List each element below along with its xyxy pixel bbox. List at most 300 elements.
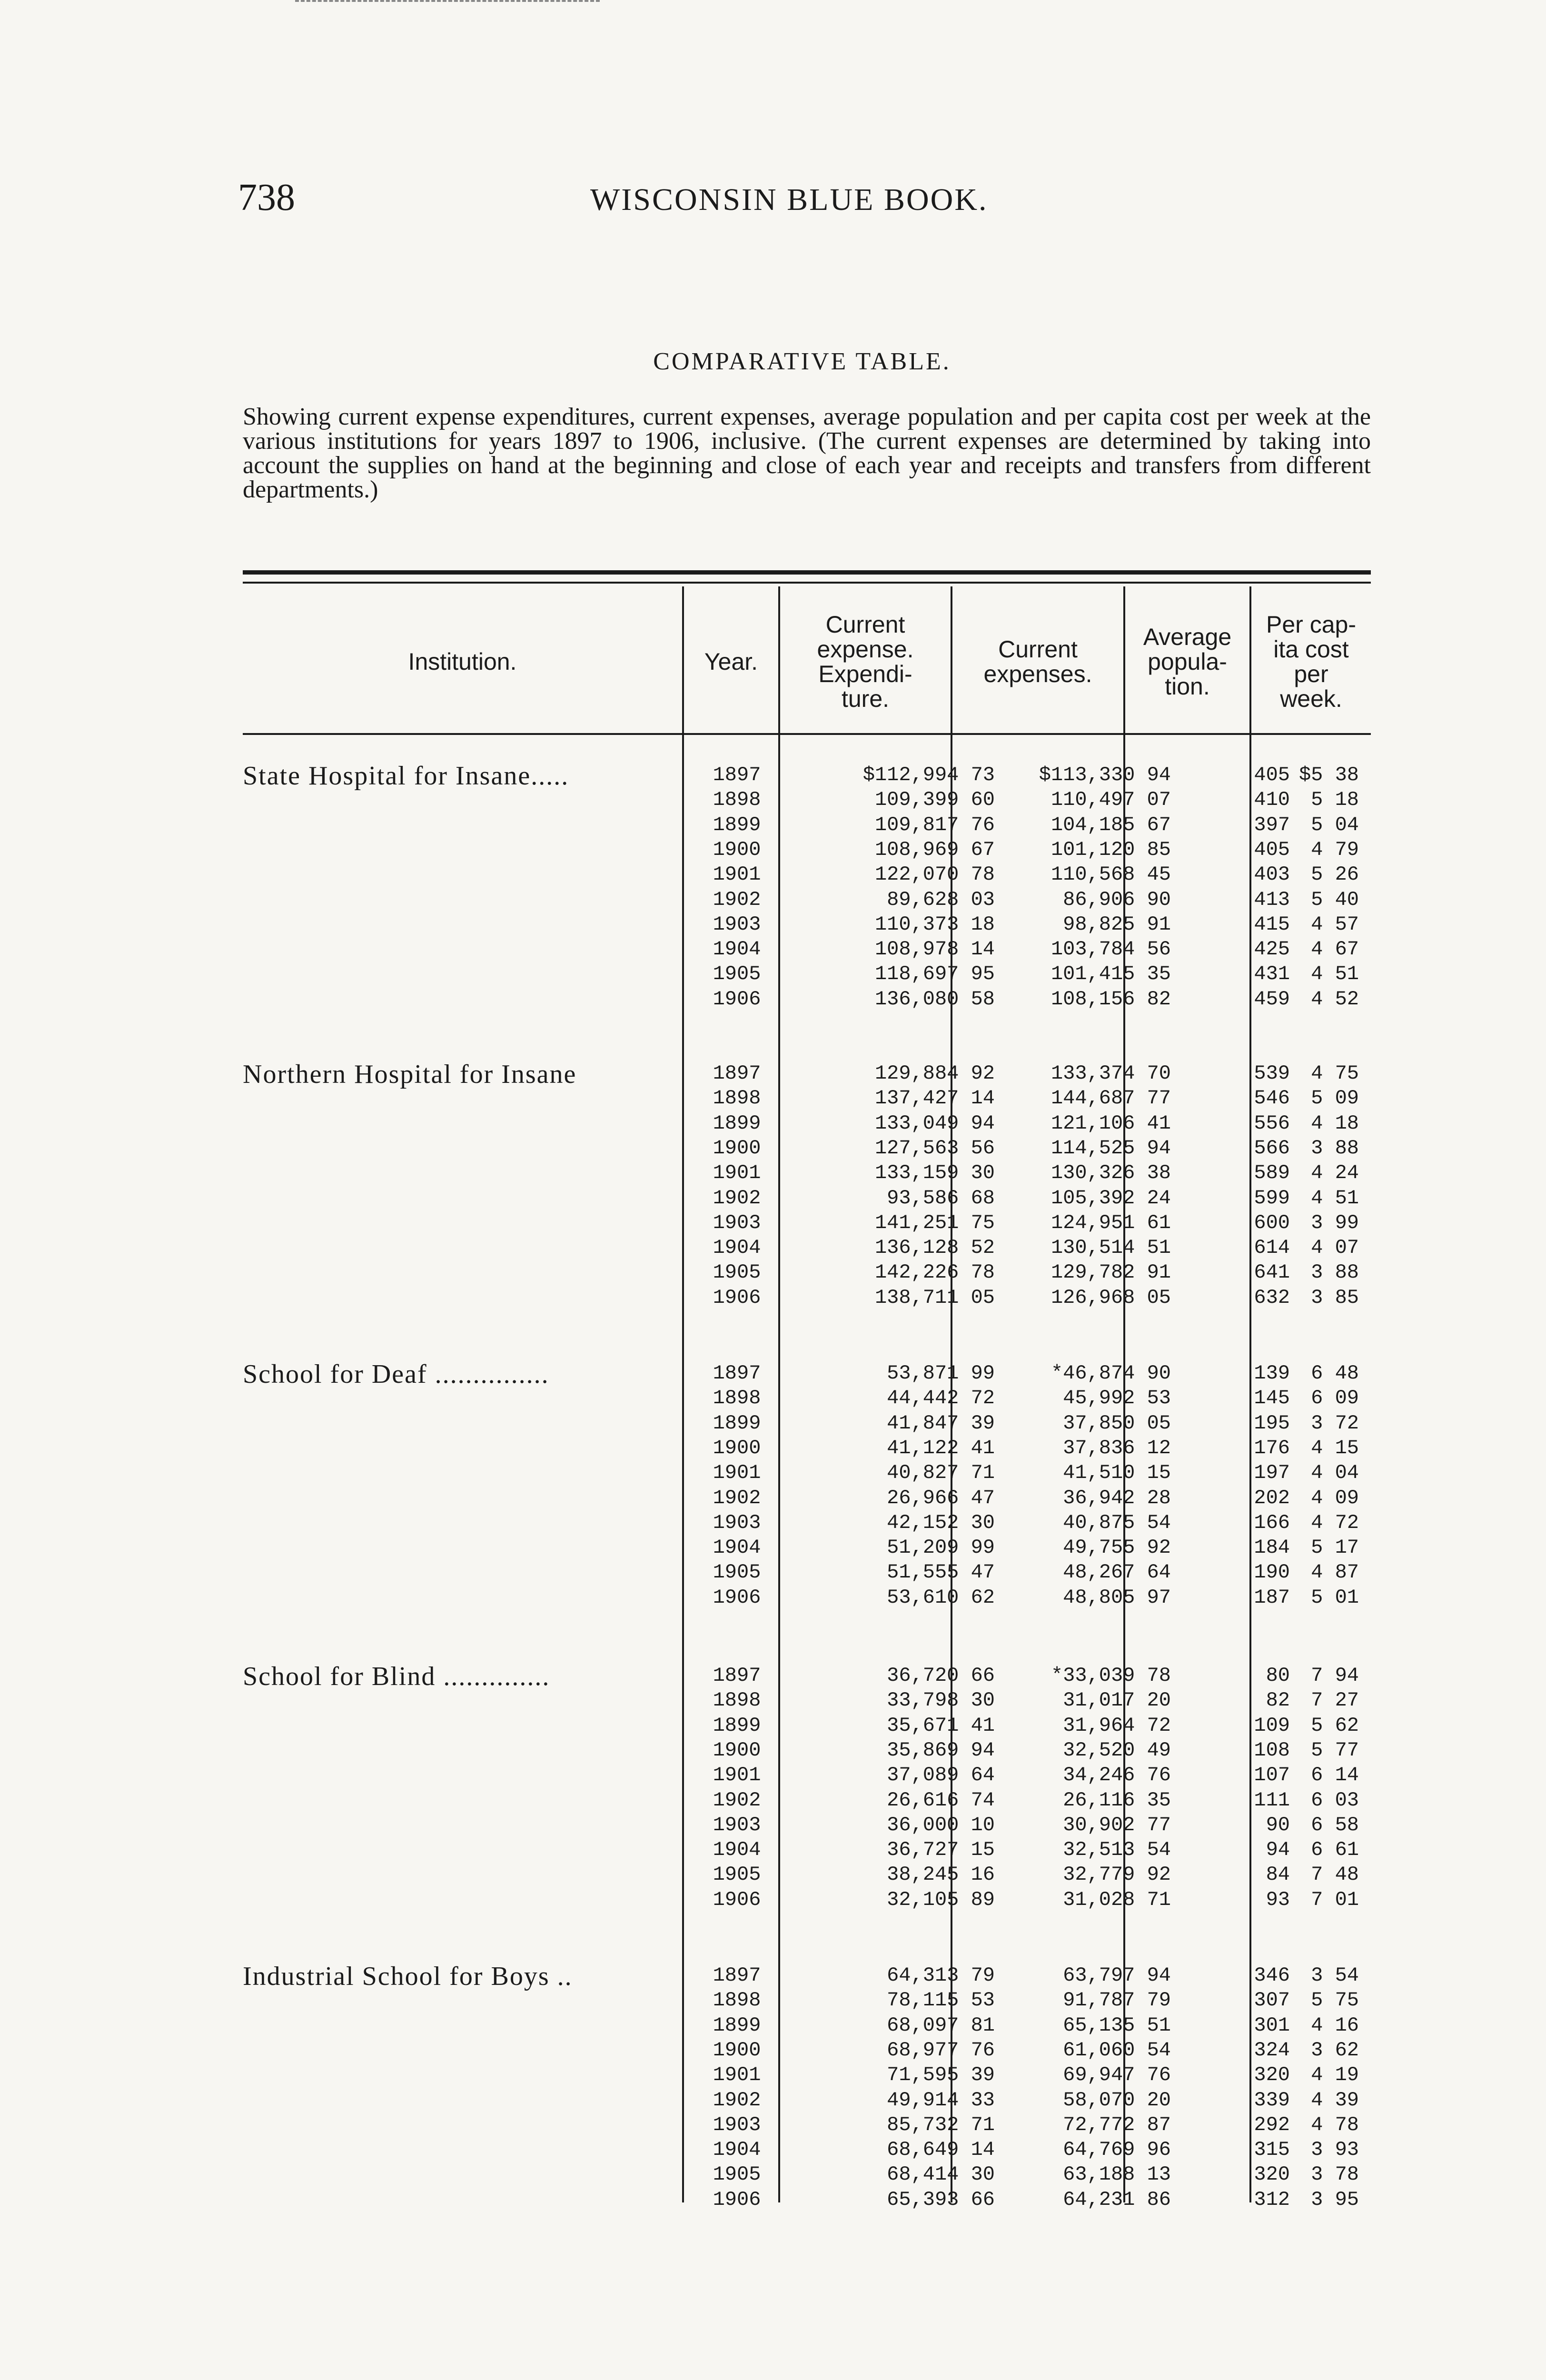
cell-current-expenses: 32,779 92	[1063, 1863, 1171, 1886]
cell-current-expenses: 31,017 20	[1063, 1689, 1171, 1712]
cell-population: 339	[1254, 2088, 1290, 2112]
cell-population: 546	[1254, 1087, 1290, 1110]
cell-per-capita: 6 48	[1311, 1362, 1359, 1385]
cell-expenditure: $112,994 73	[862, 764, 995, 786]
cell-population: 566	[1254, 1136, 1290, 1160]
cell-population: 190	[1254, 1561, 1290, 1584]
cell-per-capita: 5 77	[1311, 1738, 1359, 1762]
table-row	[243, 938, 1371, 962]
cell-per-capita: 4 04	[1311, 1461, 1359, 1485]
cell-per-capita: 6 61	[1311, 1838, 1359, 1862]
cell-current-expenses: 101,415 35	[1050, 962, 1171, 986]
cell-current-expenses: 41,510 15	[1063, 1461, 1171, 1485]
cell-current-expenses: 64,231 86	[1063, 2188, 1171, 2211]
table-row	[243, 1789, 1371, 1814]
cell-current-expenses: 58,070 20	[1063, 2088, 1171, 2112]
cell-year: 1897	[713, 764, 761, 786]
table-row	[243, 888, 1371, 913]
table-row	[243, 1989, 1371, 2013]
cell-current-expenses: 61,060 54	[1063, 2038, 1171, 2062]
cell-expenditure: 68,414 30	[887, 2163, 995, 2186]
cell-per-capita: 6 58	[1311, 1813, 1359, 1836]
cell-current-expenses: 103,784 56	[1050, 938, 1171, 961]
cell-year: 1901	[713, 1461, 761, 1485]
table-row	[243, 1211, 1371, 1236]
cell-year: 1904	[713, 1536, 761, 1559]
cell-current-expenses: 129,782 91	[1050, 1261, 1171, 1284]
cell-year: 1898	[713, 1689, 761, 1712]
cell-per-capita: 4 19	[1311, 2063, 1359, 2087]
cell-year: 1898	[713, 1387, 761, 1410]
cell-expenditure: 36,720 66	[887, 1664, 995, 1687]
cell-expenditure: 108,969 67	[874, 838, 995, 861]
cell-population: 292	[1254, 2113, 1290, 2136]
cell-expenditure: 127,563 56	[874, 1136, 995, 1160]
cell-current-expenses: 63,188 13	[1063, 2163, 1171, 2186]
cell-year: 1903	[713, 1813, 761, 1836]
cell-year: 1906	[713, 1586, 761, 1609]
cell-current-expenses: 32,520 49	[1063, 1738, 1171, 1762]
cell-year: 1897	[713, 1964, 761, 1987]
cell-year: 1898	[713, 788, 761, 812]
cell-per-capita: 4 09	[1311, 1486, 1359, 1509]
cell-year: 1906	[713, 987, 761, 1011]
cell-year: 1905	[713, 1863, 761, 1886]
page-number: 738	[238, 177, 295, 218]
cell-expenditure: 68,649 14	[887, 2138, 995, 2162]
table-row	[243, 1062, 1371, 1087]
cell-expenditure: 37,089 64	[887, 1764, 995, 1787]
cell-population: 145	[1254, 1387, 1290, 1410]
cell-expenditure: 65,393 66	[887, 2188, 995, 2211]
cell-expenditure: 36,727 15	[887, 1838, 995, 1862]
cell-year: 1897	[713, 1664, 761, 1687]
cell-year: 1903	[713, 2113, 761, 2136]
cell-population: 84	[1266, 1863, 1290, 1886]
table-row	[243, 1437, 1371, 1461]
cell-current-expenses: *46,874 90	[1050, 1362, 1171, 1385]
cell-current-expenses: 114,525 94	[1050, 1136, 1171, 1160]
cell-population: 202	[1254, 1486, 1290, 1509]
cell-current-expenses: 40,875 54	[1063, 1511, 1171, 1534]
cell-per-capita: 3 88	[1311, 1136, 1359, 1160]
table-row	[243, 1087, 1371, 1111]
cell-year: 1902	[713, 1186, 761, 1210]
column-header-population: Average popula- tion.	[1143, 624, 1232, 700]
cell-per-capita: 4 16	[1311, 2013, 1359, 2037]
table-row	[243, 1561, 1371, 1586]
cell-per-capita: 4 15	[1311, 1436, 1359, 1459]
cell-population: 403	[1254, 863, 1290, 886]
cell-year: 1906	[713, 1286, 761, 1309]
table-row	[243, 1387, 1371, 1411]
cell-year: 1901	[713, 863, 761, 886]
cell-population: 324	[1254, 2038, 1290, 2062]
cell-year: 1897	[713, 1362, 761, 1385]
table-row	[243, 1888, 1371, 1913]
cell-per-capita: 3 78	[1311, 2163, 1359, 2186]
scan-edge-marks	[295, 0, 600, 6]
cell-per-capita: 6 14	[1311, 1764, 1359, 1787]
cell-expenditure: 44,442 72	[887, 1387, 995, 1410]
cell-population: 94	[1266, 1838, 1290, 1862]
table-row	[243, 788, 1371, 813]
cell-current-expenses: 121,106 41	[1050, 1111, 1171, 1135]
cell-population: 139	[1254, 1362, 1290, 1385]
table-row	[243, 2163, 1371, 2188]
table-row	[243, 1714, 1371, 1739]
table-row	[243, 1511, 1371, 1536]
cell-population: 556	[1254, 1111, 1290, 1135]
running-head	[238, 176, 1276, 228]
cell-per-capita: 5 18	[1311, 788, 1359, 812]
cell-current-expenses: 37,850 05	[1063, 1411, 1171, 1435]
table-row	[243, 863, 1371, 888]
cell-population: 405	[1254, 764, 1290, 786]
table-row	[243, 2039, 1371, 2063]
cell-expenditure: 41,122 41	[887, 1436, 995, 1459]
table-row	[243, 1261, 1371, 1286]
header-bottom-rule	[243, 733, 1371, 735]
cell-expenditure: 36,000 10	[887, 1813, 995, 1836]
cell-expenditure: 78,115 53	[887, 1989, 995, 2012]
intro-text: Showing current expense expenditures, current expenses, average population and per capita cost per week at the various institutions for years 1897 to 1906, inclusive. (The current expenses are determined by taking into account the supplies on hand at the beginning and close of each year and receipts and transfers from different departments.)	[243, 403, 1371, 503]
column-header-institution: Institution.	[408, 648, 517, 675]
cell-expenditure: 68,977 76	[887, 2038, 995, 2062]
table-row	[243, 2188, 1371, 2213]
cell-per-capita: $5 38	[1298, 764, 1359, 786]
cell-population: 459	[1254, 987, 1290, 1011]
cell-year: 1905	[713, 2163, 761, 2186]
cell-year: 1905	[713, 962, 761, 986]
cell-year: 1898	[713, 1989, 761, 2012]
cell-expenditure: 141,251 75	[874, 1211, 995, 1234]
cell-population: 641	[1254, 1261, 1290, 1284]
cell-expenditure: 38,245 16	[887, 1863, 995, 1886]
cell-expenditure: 33,798 30	[887, 1689, 995, 1712]
cell-current-expenses: 26,116 35	[1063, 1788, 1171, 1812]
cell-per-capita: 4 24	[1311, 1161, 1359, 1185]
table-row	[243, 1112, 1371, 1137]
table-row	[243, 2014, 1371, 2039]
cell-per-capita: 5 17	[1311, 1536, 1359, 1559]
table-row	[243, 1236, 1371, 1261]
cell-year: 1906	[713, 1888, 761, 1911]
cell-current-expenses: 110,497 07	[1050, 788, 1171, 812]
cell-per-capita: 5 01	[1311, 1586, 1359, 1609]
institution-name: Industrial School for Boys ..	[243, 1962, 573, 1991]
cell-expenditure: 64,313 79	[887, 1964, 995, 1987]
cell-year: 1901	[713, 1764, 761, 1787]
cell-expenditure: 133,049 94	[874, 1111, 995, 1135]
cell-population: 109	[1254, 1714, 1290, 1737]
cell-expenditure: 53,610 62	[887, 1586, 995, 1609]
cell-population: 111	[1254, 1788, 1290, 1812]
table-row	[243, 1764, 1371, 1788]
cell-expenditure: 118,697 95	[874, 962, 995, 986]
cell-expenditure: 53,871 99	[887, 1362, 995, 1385]
cell-population: 346	[1254, 1964, 1290, 1987]
cell-per-capita: 4 57	[1311, 912, 1359, 936]
cell-per-capita: 4 51	[1311, 1186, 1359, 1210]
cell-year: 1903	[713, 1511, 761, 1534]
table-row	[243, 1161, 1371, 1186]
cell-population: 90	[1266, 1813, 1290, 1836]
cell-year: 1906	[713, 2188, 761, 2211]
table-row	[243, 2089, 1371, 2113]
cell-population: 320	[1254, 2163, 1290, 2186]
cell-expenditure: 138,711 05	[874, 1286, 995, 1309]
cell-current-expenses: 49,755 92	[1063, 1536, 1171, 1559]
cell-year: 1900	[713, 1436, 761, 1459]
cell-per-capita: 4 75	[1311, 1062, 1359, 1085]
cell-population: 405	[1254, 838, 1290, 861]
book-title: WISCONSIN BLUE BOOK.	[590, 182, 988, 217]
cell-population: 195	[1254, 1411, 1290, 1435]
cell-population: 197	[1254, 1461, 1290, 1485]
cell-per-capita: 3 72	[1311, 1411, 1359, 1435]
cell-current-expenses: 36,942 28	[1063, 1486, 1171, 1509]
cell-per-capita: 5 04	[1311, 813, 1359, 836]
cell-current-expenses: 98,825 91	[1063, 912, 1171, 936]
cell-current-expenses: 91,787 79	[1063, 1989, 1171, 2012]
cell-expenditure: 32,105 89	[887, 1888, 995, 1911]
cell-per-capita: 7 48	[1311, 1863, 1359, 1886]
cell-population: 397	[1254, 813, 1290, 836]
cell-year: 1900	[713, 1136, 761, 1160]
table-row	[243, 1286, 1371, 1311]
cell-per-capita: 5 26	[1311, 863, 1359, 886]
table-row	[243, 2063, 1371, 2088]
cell-population: 415	[1254, 912, 1290, 936]
cell-per-capita: 4 51	[1311, 962, 1359, 986]
cell-per-capita: 5 09	[1311, 1087, 1359, 1110]
column-header-current-expenses: Current expenses.	[983, 636, 1092, 687]
cell-population: 539	[1254, 1062, 1290, 1085]
cell-current-expenses: 126,968 05	[1050, 1286, 1171, 1309]
cell-per-capita: 4 72	[1311, 1511, 1359, 1534]
cell-year: 1904	[713, 2138, 761, 2162]
cell-current-expenses: 30,902 77	[1063, 1813, 1171, 1836]
cell-expenditure: 136,128 52	[874, 1236, 995, 1259]
cell-expenditure: 51,209 99	[887, 1536, 995, 1559]
cell-current-expenses: *33,039 78	[1050, 1664, 1171, 1687]
cell-per-capita: 3 54	[1311, 1964, 1359, 1987]
cell-population: 614	[1254, 1236, 1290, 1259]
table-row	[243, 813, 1371, 838]
cell-year: 1905	[713, 1561, 761, 1584]
table-row	[243, 1964, 1371, 1989]
cell-per-capita: 5 75	[1311, 1989, 1359, 2012]
cell-per-capita: 7 27	[1311, 1689, 1359, 1712]
cell-current-expenses: 69,947 76	[1063, 2063, 1171, 2087]
cell-per-capita: 7 94	[1311, 1664, 1359, 1687]
cell-expenditure: 40,827 71	[887, 1461, 995, 1485]
cell-expenditure: 133,159 30	[874, 1161, 995, 1185]
table-row	[243, 1461, 1371, 1486]
table-top-rule	[243, 570, 1371, 575]
cell-current-expenses: 86,906 90	[1063, 888, 1171, 911]
cell-expenditure: 137,427 14	[874, 1087, 995, 1110]
cell-current-expenses: 130,514 51	[1050, 1236, 1171, 1259]
cell-expenditure: 41,847 39	[887, 1411, 995, 1435]
cell-population: 307	[1254, 1989, 1290, 2012]
cell-expenditure: 122,070 78	[874, 863, 995, 886]
cell-population: 599	[1254, 1186, 1290, 1210]
cell-per-capita: 4 39	[1311, 2088, 1359, 2112]
cell-per-capita: 3 95	[1311, 2188, 1359, 2211]
column-header-expenditure: Current expense. Expendi- ture.	[817, 611, 914, 712]
cell-per-capita: 3 93	[1311, 2138, 1359, 2162]
cell-per-capita: 5 62	[1311, 1714, 1359, 1737]
table-row	[243, 2138, 1371, 2163]
cell-population: 107	[1254, 1764, 1290, 1787]
cell-year: 1899	[713, 1714, 761, 1737]
cell-current-expenses: 104,185 67	[1050, 813, 1171, 836]
cell-year: 1899	[713, 813, 761, 836]
cell-population: 431	[1254, 962, 1290, 986]
cell-expenditure: 26,616 74	[887, 1788, 995, 1812]
cell-expenditure: 89,628 03	[887, 888, 995, 911]
cell-per-capita: 3 99	[1311, 1211, 1359, 1234]
cell-population: 166	[1254, 1511, 1290, 1534]
cell-year: 1899	[713, 1111, 761, 1135]
cell-per-capita: 3 85	[1311, 1286, 1359, 1309]
institution-name: School for Deaf ...............	[243, 1359, 549, 1389]
cell-expenditure: 93,586 68	[887, 1186, 995, 1210]
table-row	[243, 1362, 1371, 1387]
cell-expenditure: 108,978 14	[874, 938, 995, 961]
cell-year: 1899	[713, 2013, 761, 2037]
table-row	[243, 1814, 1371, 1838]
table-row	[243, 1586, 1371, 1611]
cell-current-expenses: 37,836 12	[1063, 1436, 1171, 1459]
cell-current-expenses: 130,326 38	[1050, 1161, 1171, 1185]
cell-year: 1902	[713, 1788, 761, 1812]
table-row	[243, 2113, 1371, 2138]
table-row	[243, 962, 1371, 987]
cell-per-capita: 6 03	[1311, 1788, 1359, 1812]
cell-year: 1900	[713, 1738, 761, 1762]
cell-year: 1902	[713, 2088, 761, 2112]
cell-expenditure: 49,914 33	[887, 2088, 995, 2112]
cell-expenditure: 35,869 94	[887, 1738, 995, 1762]
table-row	[243, 1487, 1371, 1511]
institution-name: Northern Hospital for Insane	[243, 1060, 577, 1089]
table-row	[243, 838, 1371, 863]
cell-current-expenses: 101,120 85	[1050, 838, 1171, 861]
cell-expenditure: 51,555 47	[887, 1561, 995, 1584]
table-top-rule-thin	[243, 582, 1371, 584]
table-row	[243, 764, 1371, 788]
cell-year: 1900	[713, 2038, 761, 2062]
cell-expenditure: 71,595 39	[887, 2063, 995, 2087]
cell-population: 301	[1254, 2013, 1290, 2037]
table-row	[243, 1536, 1371, 1561]
column-header-per-capita: Per cap- ita cost per week.	[1266, 611, 1356, 712]
cell-year: 1904	[713, 1236, 761, 1259]
cell-expenditure: 110,373 18	[874, 912, 995, 936]
cell-current-expenses: 48,267 64	[1063, 1561, 1171, 1584]
cell-per-capita: 4 78	[1311, 2113, 1359, 2136]
cell-per-capita: 3 88	[1311, 1261, 1359, 1284]
cell-current-expenses: 72,772 87	[1063, 2113, 1171, 2136]
institution-name: School for Blind ..............	[243, 1662, 550, 1691]
cell-year: 1897	[713, 1062, 761, 1085]
table-row	[243, 1664, 1371, 1689]
cell-year: 1902	[713, 888, 761, 911]
table-row	[243, 1689, 1371, 1714]
cell-per-capita: 6 09	[1311, 1387, 1359, 1410]
cell-current-expenses: 34,246 76	[1063, 1764, 1171, 1787]
cell-current-expenses: 133,374 70	[1050, 1062, 1171, 1085]
cell-current-expenses: 31,028 71	[1063, 1888, 1171, 1911]
column-header-year: Year.	[704, 648, 758, 675]
cell-expenditure: 35,671 41	[887, 1714, 995, 1737]
table-title: COMPARATIVE TABLE.	[653, 348, 951, 375]
cell-expenditure: 26,966 47	[887, 1486, 995, 1509]
cell-current-expenses: 64,769 96	[1063, 2138, 1171, 2162]
cell-per-capita: 4 18	[1311, 1111, 1359, 1135]
cell-expenditure: 68,097 81	[887, 2013, 995, 2037]
cell-year: 1903	[713, 1211, 761, 1234]
cell-expenditure: 136,080 58	[874, 987, 995, 1011]
cell-expenditure: 85,732 71	[887, 2113, 995, 2136]
cell-current-expenses: 32,513 54	[1063, 1838, 1171, 1862]
cell-population: 410	[1254, 788, 1290, 812]
cell-current-expenses: 105,392 24	[1050, 1186, 1171, 1210]
cell-population: 413	[1254, 888, 1290, 911]
table-row	[243, 913, 1371, 938]
cell-year: 1904	[713, 938, 761, 961]
cell-per-capita: 5 40	[1311, 888, 1359, 911]
cell-population: 176	[1254, 1436, 1290, 1459]
table-row	[243, 1739, 1371, 1764]
cell-population: 320	[1254, 2063, 1290, 2087]
cell-population: 187	[1254, 1586, 1290, 1609]
cell-year: 1901	[713, 1161, 761, 1185]
cell-expenditure: 129,884 92	[874, 1062, 995, 1085]
cell-population: 600	[1254, 1211, 1290, 1234]
cell-year: 1905	[713, 1261, 761, 1284]
cell-current-expenses: $113,330 94	[1039, 764, 1171, 786]
table-row	[243, 1863, 1371, 1888]
cell-year: 1904	[713, 1838, 761, 1862]
cell-year: 1902	[713, 1486, 761, 1509]
cell-current-expenses: 108,156 82	[1050, 987, 1171, 1011]
cell-year: 1903	[713, 912, 761, 936]
cell-expenditure: 142,226 78	[874, 1261, 995, 1284]
cell-population: 82	[1266, 1689, 1290, 1712]
cell-per-capita: 4 67	[1311, 938, 1359, 961]
cell-per-capita: 4 79	[1311, 838, 1359, 861]
cell-current-expenses: 48,805 97	[1063, 1586, 1171, 1609]
table-row	[243, 1838, 1371, 1863]
cell-current-expenses: 63,797 94	[1063, 1964, 1171, 1987]
table-row	[243, 1137, 1371, 1161]
cell-per-capita: 4 07	[1311, 1236, 1359, 1259]
cell-population: 315	[1254, 2138, 1290, 2162]
cell-year: 1899	[713, 1411, 761, 1435]
cell-expenditure: 109,399 60	[874, 788, 995, 812]
cell-expenditure: 109,817 76	[874, 813, 995, 836]
cell-population: 425	[1254, 938, 1290, 961]
cell-current-expenses: 110,568 45	[1050, 863, 1171, 886]
cell-current-expenses: 65,135 51	[1063, 2013, 1171, 2037]
cell-current-expenses: 45,992 53	[1063, 1387, 1171, 1410]
table-row	[243, 988, 1371, 1012]
cell-expenditure: 42,152 30	[887, 1511, 995, 1534]
